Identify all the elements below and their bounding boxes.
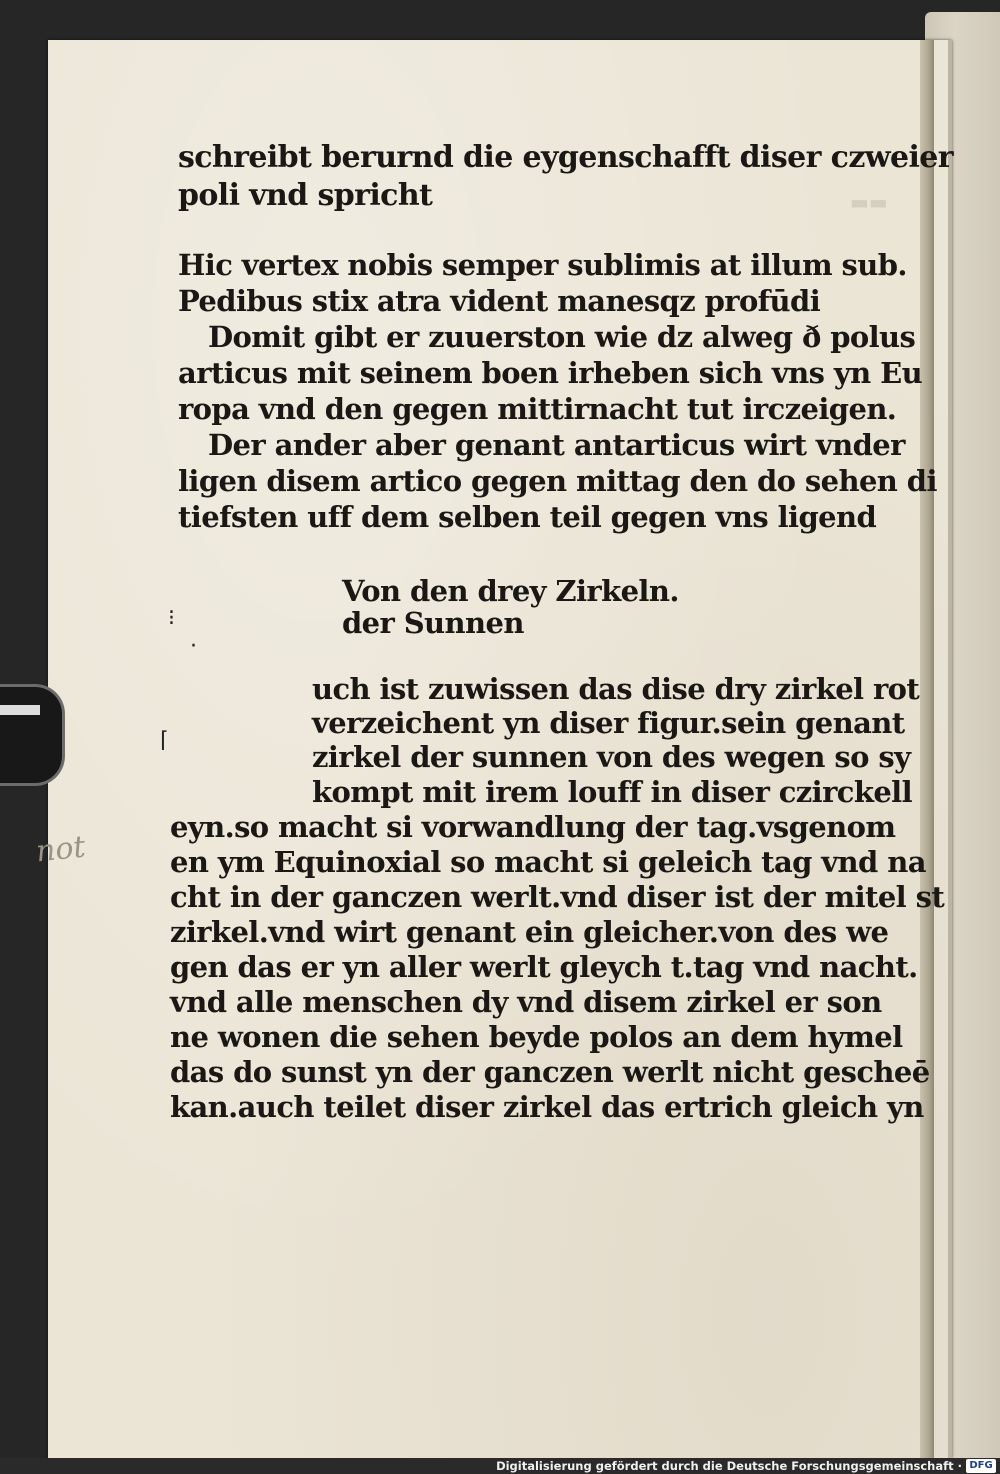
printers-mark: ⁝: [168, 606, 175, 631]
printers-mark: ·: [190, 634, 197, 659]
margin-note: not: [34, 829, 88, 870]
section-heading: der Sunnen: [342, 606, 524, 640]
text-line: Der ander aber genant antarticus wirt vnder: [208, 428, 905, 462]
text-line: verzeichent yn diser figur.sein genant: [312, 706, 905, 740]
text-line: vnd alle menschen dy vnd disem zirkel er son: [170, 985, 882, 1019]
text-line: Pedibus stix atra vident manesqz profūdi: [178, 284, 821, 318]
text-line: ne wonen die sehen beyde polos an dem hymel: [170, 1020, 903, 1054]
text-line: en ym Equinoxial so macht si geleich tag vnd na: [170, 845, 926, 879]
text-line: das do sunst yn der ganczen werlt nicht gescheē: [170, 1055, 930, 1089]
text-line: tiefsten uff dem selben teil gegen vns ligend: [178, 500, 877, 534]
text-line: eyn.so macht si vorwandlung der tag.vsgenom: [170, 810, 896, 844]
bookmark-ribbon: [0, 684, 65, 786]
text-line: articus mit seinem boen irheben sich vns yn Eu: [178, 356, 923, 390]
text-line: gen das er yn aller werlt gleych t.tag vnd nacht.: [170, 950, 918, 984]
footer-credit: Digitalisierung gefördert durch die Deutsche Forschungsgemeinschaft ·: [496, 1459, 962, 1473]
text-line: zirkel der sunnen von des wegen so sy: [312, 740, 911, 774]
text-line: cht in der ganczen werlt.vnd diser ist der mitel st: [170, 880, 945, 914]
bleed-through: ▬▬: [850, 190, 888, 214]
section-heading: Von den drey Zirkeln.: [342, 574, 679, 608]
text-line: uch ist zuwissen das dise dry zirkel rot: [312, 672, 920, 706]
text-line: Hic vertex nobis semper sublimis at illum sub.: [178, 248, 907, 282]
page-edge: [920, 40, 934, 1458]
text-line: poli vnd spricht: [178, 178, 433, 213]
text-line: ropa vnd den gegen mittirnacht tut irczeigen.: [178, 392, 897, 426]
text-line: kan.auch teilet diser zirkel das ertrich gleich yn: [170, 1090, 924, 1124]
text-line: Domit gibt er zuuerston wie dz alweg ð polus: [208, 320, 916, 354]
printers-mark: ⌈: [160, 728, 169, 753]
text-line: schreibt berurnd die eygenschafft diser czweier: [178, 140, 953, 175]
text-line: zirkel.vnd wirt genant ein gleicher.von des we: [170, 915, 889, 949]
text-line: ligen disem artico gegen mittag den do sehen di: [178, 464, 937, 498]
dfg-logo: DFG: [966, 1459, 996, 1473]
text-line: kompt mit irem louff in diser czirckell: [312, 775, 913, 809]
